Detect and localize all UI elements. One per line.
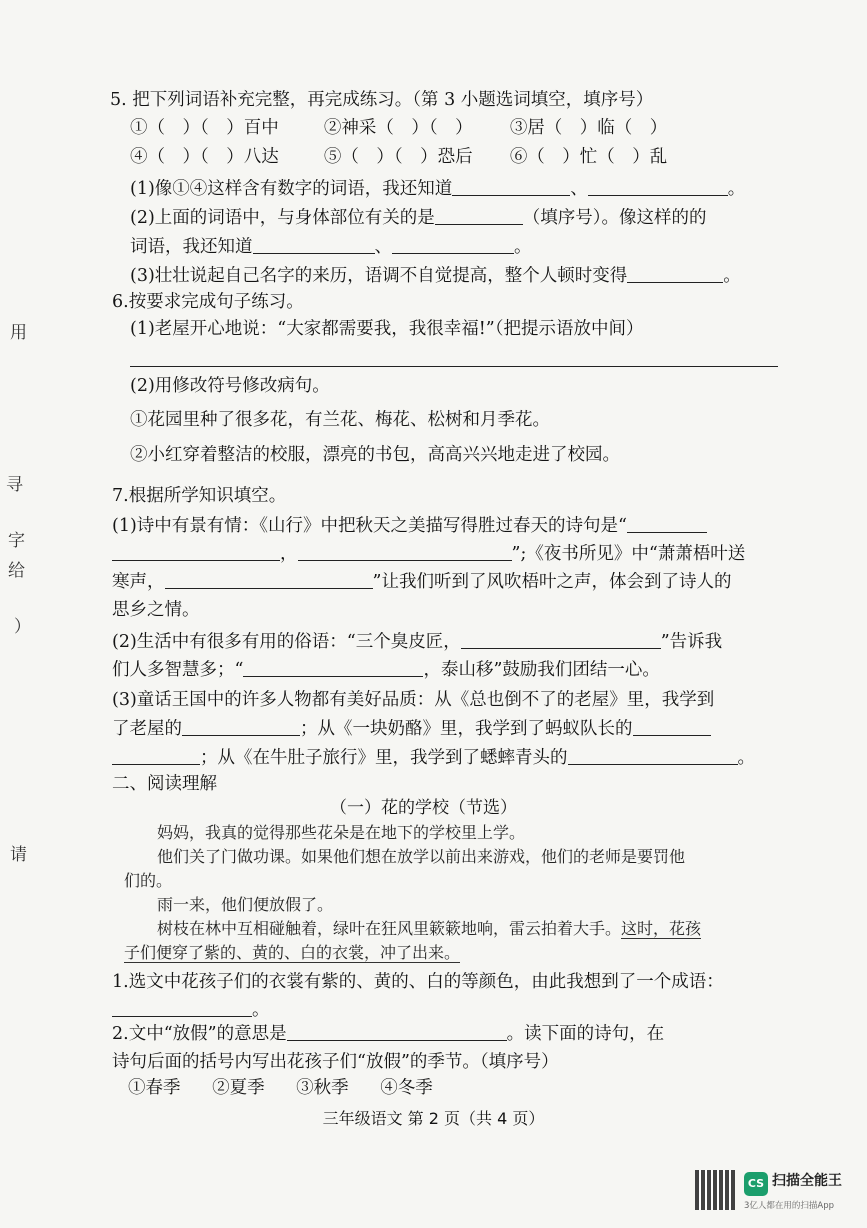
q7-line-6: 们人多智慧多；“ ，泰山移”鼓励我们团结一心。	[112, 660, 660, 680]
q5-sub2a: (2)上面的词语中，与身体部位有关的是 （填序号）。像这样的的	[130, 208, 707, 228]
answer-blank[interactable]	[253, 235, 375, 254]
season-options	[128, 1076, 433, 1100]
reading-q1: 1.选文中花孩子们的衣裳有紫的、黄的、白的等颜色，由此我想到了一个成语：	[112, 972, 724, 992]
reading-q1-answer: 。	[112, 998, 270, 1022]
q5-row1	[130, 116, 667, 140]
q7-line-9: ；从《在牛肚子旅行》里，我学到了蟋蟀青头的 。	[112, 746, 755, 770]
answer-line[interactable]	[130, 366, 778, 367]
margin-char: 请	[10, 845, 27, 865]
q5-row2	[130, 145, 667, 169]
q5-item-4: ④（ ）（ ）八达	[130, 147, 279, 167]
q7-line-2: ， ”;《夜书所见》中“萧萧梧叶送	[112, 542, 745, 566]
q7-title: 7.根据所学知识填空。	[112, 486, 287, 506]
underlined-sentence: 子们便穿了紫的、黄的、白的衣裳，冲了出来。	[124, 943, 461, 962]
passage-paragraph: 雨一来，他们便放假了。	[157, 895, 334, 914]
q6-sub2: (2)用修改符号修改病句。	[130, 376, 330, 396]
q7-line-8: 了老屋的 ；从《一块奶酪》里，我学到了蚂蚁队长的	[112, 717, 711, 741]
answer-blank[interactable]	[627, 264, 723, 283]
answer-blank[interactable]	[461, 630, 661, 649]
passage-paragraph: 树枝在林中互相碰触着，绿叶在狂风里簌簌地响，雷云拍着大手。这时，花孩	[157, 919, 702, 938]
q7-line-1: (1)诗中有景有情：《山行》中把秋天之美描写得胜过春天的诗句是“	[112, 514, 707, 538]
answer-blank[interactable]	[112, 998, 252, 1017]
q7-line-3: 寒声， ”让我们听到了风吹梧叶之声，体会到了诗人的	[112, 572, 732, 592]
section-reading-title: 二、阅读理解	[112, 774, 217, 794]
option: ①春季	[128, 1078, 181, 1098]
answer-blank[interactable]	[435, 206, 523, 225]
margin-char: 给	[8, 561, 25, 581]
passage-title: （一）花的学校（节选）	[330, 798, 517, 818]
q7-line-7: (3)童话王国中的许多人物都有美好品质：从《总也倒不了的老屋》里，我学到	[112, 690, 715, 710]
margin-char: 字	[8, 531, 25, 551]
q6-sentence-2: ②小红穿着整洁的校服，漂亮的书包，高高兴兴地走进了校园。	[130, 445, 620, 465]
passage-paragraph: 妈妈，我真的觉得那些花朵是在地下的学校里上学。	[157, 823, 526, 842]
passage-paragraph: 他们关了门做功课。如果他们想在放学以前出来游戏，他们的老师是要罚他	[157, 847, 686, 866]
answer-blank[interactable]	[243, 658, 423, 677]
q7-line-5: (2)生活中有很多有用的俗语：“三个臭皮匠， ”告诉我	[112, 632, 723, 652]
answer-blank[interactable]	[627, 514, 707, 533]
q6-title: 6.按要求完成句子练习。	[112, 292, 304, 312]
answer-blank[interactable]	[298, 542, 512, 561]
passage-paragraph	[124, 942, 460, 964]
q5-item-6: ⑥（ ）忙（ ）乱	[509, 147, 668, 167]
q5-sub3: (3)壮壮说起自己名字的来历，语调不自觉提高，整个人顿时变得 。	[130, 266, 741, 286]
reading-q2b: 诗句后面的括号内写出花孩子们“放假”的季节。（填序号）	[112, 1052, 559, 1072]
answer-blank[interactable]	[392, 235, 514, 254]
q5-title: 5. 把下列词语补充完整，再完成练习。（第 3 小题选词填空，填序号）	[110, 90, 654, 110]
answer-blank[interactable]	[165, 570, 373, 589]
answer-blank[interactable]	[568, 746, 738, 765]
margin-char: 寻	[6, 475, 23, 495]
underlined-sentence: 这时，花孩	[621, 919, 702, 938]
q5-sub1: (1)像①④这样含有数字的词语，我还知道 、 。	[130, 179, 746, 199]
scanner-app-name: 扫描全能王	[772, 1173, 842, 1189]
answer-blank[interactable]	[633, 717, 711, 736]
q5-item-2: ②神采（ ）（ ）	[323, 118, 473, 138]
page-footer: 三年级语文 第 2 页（共 4 页）	[322, 1109, 545, 1128]
q5-item-3: ③居（ ）临（ ）	[509, 118, 668, 138]
answer-blank[interactable]	[452, 177, 570, 196]
option: ④冬季	[380, 1078, 433, 1098]
option: ③秋季	[296, 1078, 349, 1098]
answer-blank[interactable]	[112, 746, 200, 765]
q7-line-4: 思乡之情。	[112, 600, 200, 620]
margin-char: 用	[10, 323, 27, 343]
qr-code-icon	[695, 1170, 735, 1210]
reading-q2a: 2.文中“放假”的意思是 。读下面的诗句，在	[112, 1024, 665, 1044]
answer-blank[interactable]	[588, 177, 728, 196]
answer-blank[interactable]	[182, 717, 300, 736]
answer-blank[interactable]	[287, 1022, 507, 1041]
scanner-tagline: 3亿人都在用的扫描App	[744, 1201, 835, 1211]
option: ②夏季	[212, 1078, 265, 1098]
q5-item-1: ①（ ）（ ）百中	[130, 118, 279, 138]
q6-sub1: (1)老屋开心地说：“大家都需要我，我很幸福!”（把提示语放中间）	[130, 319, 644, 339]
passage-paragraph: 们的。	[124, 871, 173, 890]
q6-sentence-1: ①花园里种了很多花，有兰花、梅花、松树和月季花。	[130, 410, 550, 430]
margin-char: ）	[14, 617, 31, 637]
answer-blank[interactable]	[112, 542, 280, 561]
camscanner-logo: CS	[744, 1172, 768, 1196]
q5-item-5: ⑤（ ）（ ）恐后	[323, 147, 473, 167]
q5-sub2b: 词语，我还知道 、 。	[130, 237, 532, 257]
